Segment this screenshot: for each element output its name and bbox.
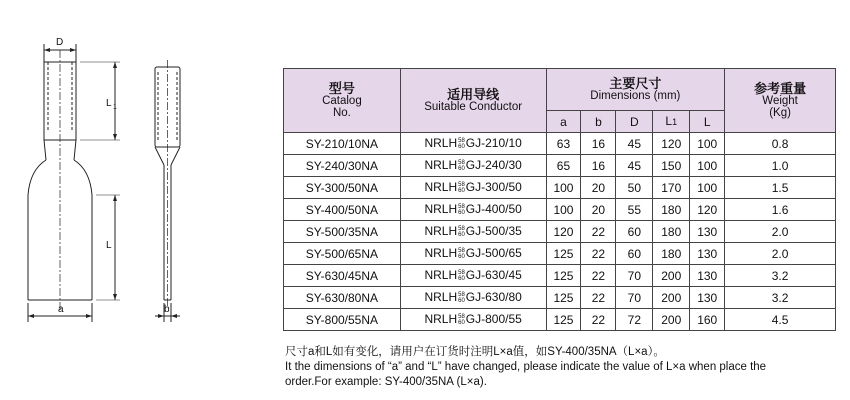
cell-catalog: SY-300/50NA [284,177,401,199]
table-row [284,287,836,309]
cell-cond: NRLH 58 60 GJ-240/30 [400,155,546,177]
cell-weight: 1.0 [725,155,836,177]
note-en-2: order.For example: SY-400/35NA (L×a). [285,376,487,388]
cell-d: 55 [616,199,653,221]
spec-table [283,68,836,331]
cell-cond: NRLH 58 60 GJ-630/80 [400,287,546,309]
cell-l: 100 [690,177,725,199]
cell-l: 130 [690,287,725,309]
table-row [284,133,836,155]
cell-b: 20 [581,177,616,199]
cell-catalog: SY-210/10NA [284,133,401,155]
cell-l1: 200 [653,265,690,287]
terminal-drawing [0,0,280,340]
cell-l: 100 [690,133,725,155]
col-catalog: 型号 Catalog No. [284,69,401,133]
cell-l1: 120 [653,133,690,155]
cell-d: 72 [616,309,653,331]
cell-l: 130 [690,265,725,287]
front-view [28,50,92,310]
cell-cond: NRLH 58 60 GJ-800/55 [400,309,546,331]
cell-l: 130 [690,221,725,243]
cell-b: 16 [581,155,616,177]
cell-l1: 180 [653,221,690,243]
cell-b: 22 [581,309,616,331]
cell-weight: 1.6 [725,199,836,221]
cell-a: 100 [546,199,581,221]
cell-weight: 3.2 [725,265,836,287]
table-row [284,309,836,331]
cell-l1: 200 [653,287,690,309]
cell-a: 120 [546,221,581,243]
cell-d: 45 [616,155,653,177]
cell-catalog: SY-630/45NA [284,265,401,287]
cell-a: 125 [546,309,581,331]
spec-rows [284,133,836,331]
cell-b: 22 [581,287,616,309]
cell-l1: 170 [653,177,690,199]
sub-l: L [690,111,725,133]
cell-cond: NRLH 58 60 GJ-300/50 [400,177,546,199]
cell-d: 70 [616,265,653,287]
cell-l: 100 [690,155,725,177]
col-weight: 参考重量 Weight (Kg) [725,69,836,133]
label-l: L [106,240,112,251]
table-row [284,243,836,265]
side-view [155,60,180,308]
cell-a: 125 [546,265,581,287]
cell-b: 22 [581,221,616,243]
table-row [284,221,836,243]
note-en-1: It the dimensions of “a” and “L” have changed, please indicate the value of L×a when place the [285,361,767,373]
cell-catalog: SY-500/65NA [284,243,401,265]
label-d: D [56,37,64,48]
cell-catalog: SY-240/30NA [284,155,401,177]
cell-cond: NRLH 58 60 GJ-500/35 [400,221,546,243]
cell-d: 45 [616,133,653,155]
label-a: a [58,304,64,315]
sub-l1: L1 [653,111,690,133]
cell-cond: NRLH 58 60 GJ-500/65 [400,243,546,265]
cell-weight: 1.5 [725,177,836,199]
table-row [284,199,836,221]
cell-l1: 150 [653,155,690,177]
cell-b: 22 [581,265,616,287]
cell-l1: 180 [653,243,690,265]
notes [285,345,845,390]
col-conductor: 适用导线 Suitable Conductor [400,69,546,133]
cell-catalog: SY-500/35NA [284,221,401,243]
cell-d: 60 [616,243,653,265]
cell-l: 120 [690,199,725,221]
cell-catalog: SY-400/50NA [284,199,401,221]
cell-catalog: SY-800/55NA [284,309,401,331]
cell-d: 70 [616,287,653,309]
cell-a: 125 [546,287,581,309]
cell-weight: 3.2 [725,287,836,309]
cell-l1: 200 [653,309,690,331]
cell-l: 130 [690,243,725,265]
label-b: b [164,304,170,315]
cell-d: 60 [616,221,653,243]
cell-d: 50 [616,177,653,199]
table-row [284,177,836,199]
cell-cond: NRLH 58 60 GJ-400/50 [400,199,546,221]
sub-a: a [546,111,581,133]
cell-b: 20 [581,199,616,221]
cell-weight: 2.0 [725,221,836,243]
cell-b: 16 [581,133,616,155]
table-row [284,155,836,177]
cell-l: 160 [690,309,725,331]
cell-a: 125 [546,243,581,265]
sub-d: D [616,111,653,133]
cell-l1: 180 [653,199,690,221]
table-row [284,265,836,287]
cell-weight: 4.5 [725,309,836,331]
cell-b: 22 [581,243,616,265]
svg-text:1: 1 [113,104,117,111]
cell-a: 65 [546,155,581,177]
col-dimensions: 主要尺寸 Dimensions (mm) [546,69,725,111]
cell-a: 63 [546,133,581,155]
cell-cond: NRLH 58 60 GJ-210/10 [400,133,546,155]
note-zh: 尺寸a和L如有变化，请用户在订货时注明L×a值，如SY-400/35NA（L×a）。 [285,346,665,358]
cell-cond: NRLH 58 60 GJ-630/45 [400,265,546,287]
cell-weight: 0.8 [725,133,836,155]
label-l1: L [106,98,112,109]
cell-a: 100 [546,177,581,199]
sub-b: b [581,111,616,133]
cell-catalog: SY-630/80NA [284,287,401,309]
cell-weight: 2.0 [725,243,836,265]
